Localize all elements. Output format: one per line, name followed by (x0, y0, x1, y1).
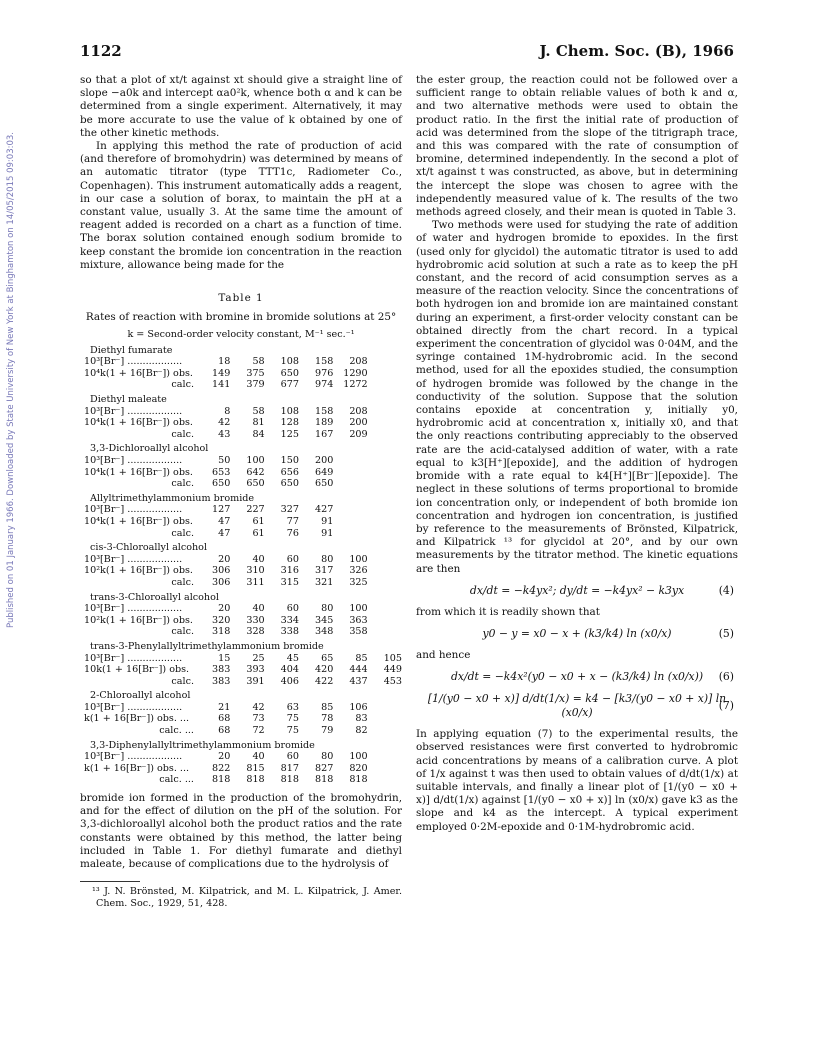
table-cell: 444 (349, 664, 368, 676)
table-title: Table 1 (218, 292, 264, 305)
compound-data-table (80, 603, 402, 638)
table-cell: 317 (315, 565, 334, 577)
journal-citation: J. Chem. Soc. (B), 1966 (539, 42, 734, 60)
table-cell (368, 615, 402, 627)
table-cell: 58 (252, 405, 265, 417)
table-cell: 18 (218, 356, 231, 368)
equation-text: y0 − y = x0 − x + (k3/k4) ln (x0/x) (482, 626, 672, 640)
table-cell: 379 (246, 379, 265, 391)
row-label: 10³[Br⁻] .................. (84, 603, 183, 615)
table-cell: 80 (321, 751, 334, 763)
left-column (80, 74, 402, 910)
table-compound-block (80, 493, 402, 539)
table-row (80, 751, 402, 763)
table-cell: 127 (212, 504, 231, 516)
table-cell (333, 467, 367, 479)
compound-name: Diethyl fumarate (90, 344, 173, 356)
table-cell: 642 (246, 466, 265, 478)
table-cell (368, 379, 402, 391)
table-cell: 449 (383, 664, 402, 676)
table-cell: 47 (218, 515, 231, 527)
row-label: 10²k(1 + 16[Br⁻]) obs. (84, 565, 193, 577)
table-cell: 650 (212, 478, 231, 490)
table-cell: 822 (212, 762, 231, 774)
table-cell: 21 (218, 701, 231, 713)
table-row (80, 455, 402, 467)
table-cell: 80 (321, 553, 334, 565)
table-cell: 1290 (343, 367, 368, 379)
table-cell: 311 (246, 576, 265, 588)
row-label: calc. ... (159, 774, 194, 786)
row-label: 10⁴k(1 + 16[Br⁻]) obs. (84, 417, 193, 429)
table-cell (368, 554, 402, 566)
equation-5 (416, 627, 738, 641)
table-cell (368, 713, 402, 725)
equation-text: dx/dt = −k4yx²; dy/dt = −k4yx² − k3yx (469, 583, 685, 597)
row-label: calc. (171, 478, 194, 490)
table-cell: 65 (321, 652, 334, 664)
compound-name: cis-3-Chloroallyl alcohol (90, 542, 208, 554)
compound-name: 2-Chloroallyl alcohol (90, 690, 191, 702)
footnote-divider (80, 881, 140, 882)
table-compound-block (80, 641, 402, 687)
compound-name: 3,3-Diphenylallyltrimethylammonium bromide (90, 739, 315, 751)
paragraph: bromide ion formed in the production of the bromohydrin, and for the effect of dilution on the pH of the solution. For 3,3-dichloroallyl alcohol both the product ratios and the rate constants were obtained by this method, the latter being included in Table 1. For diethyl fumarate and diethyl maleate, because of complications due to the hydrolysis of (80, 792, 402, 871)
table-compound-block (80, 592, 402, 638)
table-cell: 60 (286, 553, 299, 565)
paragraph: In applying this method the rate of production of acid (and therefore of bromohydrin) was determined by means of an automatic titrator (type TTT1c, Radiometer Co., Copenhagen). This instrument automatically adds a reagent, in our case a solution of borax, to maintain the pH at a constant value, usually 3. At the same time the amount of reagent added is recorded on a chart as a function of time. The borax solution contained enough sodium bromide to keep constant the bromide ion concentration in the reaction mixture, allowance being made for the (80, 140, 402, 271)
row-label: k(1 + 16[Br⁻]) obs. ... (84, 713, 190, 725)
table-cell: 437 (349, 675, 368, 687)
table-cell: 73 (252, 713, 265, 725)
table-cell: 318 (212, 626, 231, 638)
table-row (80, 774, 402, 786)
table-cell: 80 (321, 603, 334, 615)
compound-data-table (80, 702, 402, 737)
table-cell: 68 (218, 725, 231, 737)
table-cell: 818 (349, 774, 368, 786)
table-cell (368, 725, 402, 737)
table-row (80, 528, 402, 540)
table-compound-block (80, 394, 402, 440)
table-row (80, 763, 402, 775)
table-cell: 315 (280, 576, 299, 588)
table-row (80, 406, 402, 418)
table-cell: 827 (315, 762, 334, 774)
compound-name: Allyltrimethylammonium bromide (90, 492, 255, 504)
row-label: calc. (171, 626, 194, 638)
row-label: 10⁴k(1 + 16[Br⁻]) obs. (84, 466, 193, 478)
table-cell: 45 (286, 652, 299, 664)
table-cell: 818 (280, 774, 299, 786)
compound-name: trans-3-Phenylallyltrimethylammonium bromide (90, 640, 324, 652)
table-row (80, 713, 402, 725)
table-cell: 358 (349, 626, 368, 638)
table-row (80, 429, 402, 441)
equation-number: (5) (718, 626, 734, 640)
table-note: k = Second-order velocity constant, M⁻¹ sec.⁻¹ (127, 329, 355, 341)
row-label: 10³[Br⁻] .................. (84, 504, 183, 516)
equation-number: (4) (718, 583, 734, 597)
download-watermark (0, 100, 22, 660)
paragraph: In applying equation (7) to the experimental results, the observed resistances were first converted to hydrobromic acid concentrations by means of a calibration curve. A plot of 1/x against t was then used to obtain values of d/dt(1/x) at suitable intervals, and finally a linear plot of [1/(y0 − x0 + x)] d/dt(1/x) against [1/(y0 − x0 + x)] ln (x0/x) gave k3 as the slope and k4 as the intercept. A typical experiment employed 0·2M-epoxide and 0·1M-hydrobromic acid. (416, 728, 738, 833)
table-cell: 316 (280, 565, 299, 577)
table-cell (368, 356, 402, 368)
paragraph: from which it is readily shown that (416, 605, 600, 618)
table-cell (333, 516, 367, 528)
compound-name: trans-3-Chloroallyl alcohol (90, 591, 219, 603)
table-compound-block (80, 443, 402, 489)
table-cell: 208 (349, 405, 368, 417)
table-cell: 91 (321, 527, 334, 539)
table-cell: 61 (252, 515, 265, 527)
compound-name: Diethyl maleate (90, 394, 167, 406)
table-cell: 327 (280, 504, 299, 516)
table-compound-block (80, 345, 402, 391)
row-label: 10³[Br⁻] .................. (84, 751, 183, 763)
compound-data-table (80, 406, 402, 441)
table-cell: 100 (246, 455, 265, 466)
table-cell: 63 (286, 701, 299, 713)
table-cell: 77 (286, 515, 299, 527)
table-compound-block (80, 690, 402, 736)
table-cell: 84 (252, 428, 265, 440)
equation-number: (6) (718, 670, 734, 684)
table-row (80, 467, 402, 479)
table-cell (368, 406, 402, 418)
table-row (80, 664, 402, 676)
row-label: 10⁴k(1 + 16[Br⁻]) obs. (84, 515, 193, 527)
table-cell (368, 763, 402, 775)
table-cell: 85 (355, 652, 368, 664)
table-cell: 383 (212, 664, 231, 676)
row-label: k(1 + 16[Br⁻]) obs. ... (84, 762, 190, 774)
table-cell (368, 417, 402, 429)
table-cell: 209 (349, 428, 368, 440)
table-cell: 427 (315, 504, 334, 516)
table-cell: 167 (315, 428, 334, 440)
table-caption: Rates of reaction with bromine in bromide solutions at 25° (85, 311, 397, 324)
table-cell: 15 (218, 652, 231, 664)
table-cell: 650 (315, 478, 334, 490)
table-cell: 974 (315, 379, 334, 391)
table-cell (333, 504, 367, 516)
table-cell: 108 (280, 356, 299, 368)
table-row (80, 356, 402, 368)
table-cell: 158 (315, 405, 334, 417)
table-cell: 227 (246, 504, 265, 516)
table-cell (368, 626, 402, 638)
table-cell: 200 (349, 417, 368, 429)
table-cell: 406 (280, 675, 299, 687)
footnote: ¹³ J. N. Brönsted, M. Kilpatrick, and M. L. Kilpatrick, J. Amer. Chem. Soc., 1929, 51, 428. (92, 886, 402, 910)
table-cell: 158 (315, 356, 334, 368)
table-cell: 818 (315, 774, 334, 786)
paragraph: so that a plot of xt/t against xt should give a straight line of slope −a0k and intercept αa0²k, whence both α and k can be determined from a single experiment. Alternatively, it may be more accurate to use the value of k obtained by one of the other kinetic methods. (80, 74, 402, 139)
table-cell: 68 (218, 713, 231, 725)
table-cell: 649 (315, 466, 334, 478)
table-cell: 326 (349, 565, 368, 577)
table-cell: 677 (280, 379, 299, 391)
table-cell: 325 (349, 576, 368, 588)
table-cell: 420 (315, 664, 334, 676)
table-cell: 50 (218, 455, 231, 466)
table-row (80, 615, 402, 627)
table-cell: 820 (349, 762, 368, 774)
table-cell (368, 504, 402, 516)
right-column (416, 74, 738, 834)
table-cell: 650 (280, 367, 299, 379)
row-label: 10²k(1 + 16[Br⁻]) obs. (84, 614, 193, 626)
table-cell (368, 455, 402, 467)
table-row (80, 626, 402, 638)
table-cell (368, 478, 402, 490)
table-cell: 393 (246, 664, 265, 676)
table-row (80, 379, 402, 391)
table-row (80, 504, 402, 516)
row-label: calc. (171, 527, 194, 539)
row-label: calc. (171, 576, 194, 588)
table-cell: 58 (252, 356, 265, 368)
table-cell: 818 (246, 774, 265, 786)
table-cell (368, 528, 402, 540)
compound-data-table (80, 653, 402, 688)
table-cell: 200 (315, 455, 334, 466)
equation-text: dx/dt = −k4x²(y0 − x0 + x − (k3/k4) ln (x0/x)) (450, 670, 704, 684)
compound-data-table (80, 504, 402, 539)
table-cell: 91 (321, 515, 334, 527)
table-cell (368, 516, 402, 528)
table-cell: 43 (218, 428, 231, 440)
compound-data-table (80, 356, 402, 391)
row-label: calc. (171, 675, 194, 687)
table-cell: 149 (212, 367, 231, 379)
table-compound-block (80, 542, 402, 588)
table-cell: 100 (349, 751, 368, 763)
table-cell: 348 (315, 626, 334, 638)
table-cell: 75 (286, 713, 299, 725)
table-cell: 653 (212, 466, 231, 478)
table-cell (368, 467, 402, 479)
table-cell: 78 (321, 713, 334, 725)
table-cell: 40 (252, 553, 265, 565)
compound-data-table (80, 455, 402, 490)
table-cell (368, 774, 402, 786)
table-cell: 375 (246, 367, 265, 379)
table-cell: 79 (321, 725, 334, 737)
row-label: 10⁴k(1 + 16[Br⁻]) obs. (84, 367, 193, 379)
table-cell: 60 (286, 751, 299, 763)
table-cell: 61 (252, 527, 265, 539)
table-cell: 128 (280, 417, 299, 429)
paragraph: Two methods were used for studying the rate of addition of water and hydrogen bromide to epoxides. In the first (used only for glycidol) the automatic titrator is used to add hydrobromic acid solution at such a rate as to keep the pH constant, and the record of acid consumption serves as a measure of the reaction velocity. Since the concentrations of both hydrogen ion and bromide ion are maintained constant during an experiment, a first-order velocity constant can be obtained directly from the chart record. In a typical experiment the concentration of glycidol was 0·04M, and the syringe contained 1M-hydrobromic acid. In the second method, used for all the epoxides studied, the consumption of hydrogen bromide was followed by the change in the conductivity of the solution. Suppose that the solution contains epoxide at concentration y, initially y0, hydrobromic acid at concentration x, initially x0, and that the only reactions contributing appreciably to the observed rate are the acid-catalysed addition of water, with a rate equal to k3[H⁺][epoxide], and the addition of hydrogen bromide with a rate equal to k4[H⁺][Br⁻][epoxide]. The neglect in these solutions of terms proportional to bromide ion concentration only, or independent of both bromide ion concentration and hydrogen ion concentration, is justified by reference to the measurements of Brönsted, Kilpatrick, and Kilpatrick ¹³ for glycidol at 20°, and by our own measurements by the titrator method. The kinetic equations are then (416, 219, 738, 575)
table-cell: 650 (280, 478, 299, 490)
row-label: 10³[Br⁻] .................. (84, 652, 183, 664)
table-row (80, 603, 402, 615)
equation-4 (416, 584, 738, 598)
table-1 (80, 292, 402, 786)
table-cell: 391 (246, 675, 265, 687)
table-cell (333, 455, 367, 467)
table-cell: 334 (280, 614, 299, 626)
table-cell: 60 (286, 603, 299, 615)
table-cell: 330 (246, 614, 265, 626)
table-cell (368, 603, 402, 615)
table-cell: 72 (252, 725, 265, 737)
download-watermark-text: Published on 01 January 1966. Downloaded by State University of New York at Binghamton on 14/05/2015 09:03:03. (6, 132, 16, 628)
table-cell: 1272 (343, 379, 368, 391)
table-cell: 818 (212, 774, 231, 786)
table-cell: 817 (280, 762, 299, 774)
row-label: 10³[Br⁻] .................. (84, 553, 183, 565)
table-cell (368, 429, 402, 441)
table-cell: 650 (246, 478, 265, 490)
table-cell: 8 (224, 405, 231, 417)
table-row (80, 676, 402, 688)
table-cell: 310 (246, 565, 265, 577)
equation-7 (416, 692, 738, 720)
page-number: 1122 (80, 42, 122, 60)
row-label: 10³[Br⁻] .................. (84, 455, 183, 466)
row-label: calc. (171, 379, 194, 391)
table-row (80, 478, 402, 490)
table-cell (368, 577, 402, 589)
table-cell: 100 (349, 603, 368, 615)
table-cell: 83 (355, 713, 368, 725)
table-cell: 141 (212, 379, 231, 391)
table-cell: 82 (355, 725, 368, 737)
table-cell: 108 (280, 405, 299, 417)
row-label: 10³[Br⁻] .................. (84, 356, 183, 368)
table-cell: 85 (321, 701, 334, 713)
table-cell: 208 (349, 356, 368, 368)
table-cell (333, 528, 367, 540)
table-row (80, 653, 402, 665)
compound-name: 3,3-Dichloroallyl alcohol (90, 443, 209, 455)
table-row (80, 725, 402, 737)
table-compound-block (80, 740, 402, 786)
row-label: 10³[Br⁻] .................. (84, 405, 183, 417)
table-cell: 404 (280, 664, 299, 676)
table-cell (368, 702, 402, 714)
table-cell (368, 751, 402, 763)
table-cell: 40 (252, 751, 265, 763)
table-cell: 100 (349, 553, 368, 565)
table-cell: 76 (286, 527, 299, 539)
table-row (80, 554, 402, 566)
table-cell: 338 (280, 626, 299, 638)
table-row (80, 368, 402, 380)
table-row (80, 702, 402, 714)
row-label: calc. ... (159, 725, 194, 737)
table-cell: 105 (383, 652, 402, 664)
table-cell: 20 (218, 603, 231, 615)
table-cell: 42 (218, 417, 231, 429)
table-cell (333, 478, 367, 490)
table-cell: 20 (218, 751, 231, 763)
table-cell: 656 (280, 466, 299, 478)
table-cell: 150 (280, 455, 299, 466)
table-row (80, 565, 402, 577)
table-cell: 106 (349, 701, 368, 713)
equation-6 (416, 670, 738, 684)
table-cell: 328 (246, 626, 265, 638)
table-cell: 383 (212, 675, 231, 687)
table-row (80, 516, 402, 528)
compound-data-table (80, 554, 402, 589)
table-cell: 306 (212, 576, 231, 588)
table-cell: 25 (252, 652, 265, 664)
table-cell: 306 (212, 565, 231, 577)
table-cell: 345 (315, 614, 334, 626)
row-label: calc. (171, 428, 194, 440)
table-body (80, 345, 402, 786)
table-row (80, 577, 402, 589)
row-label: 10k(1 + 16[Br⁻]) obs. (84, 664, 190, 676)
table-cell: 320 (212, 614, 231, 626)
table-cell: 321 (315, 576, 334, 588)
table-cell: 976 (315, 367, 334, 379)
table-cell: 422 (315, 675, 334, 687)
table-cell: 42 (252, 701, 265, 713)
table-cell: 40 (252, 603, 265, 615)
paragraph: the ester group, the reaction could not be followed over a sufficient range to obtain reliable values of both k and α, and two alternative methods were used to obtain the product ratio. In the first the initial rate of production of acid was determined from the slope of the titrigraph trace, and this was compared with the rate of consumption of bromine, determined independently. In the second a plot of xt/t against t was constructed, as above, but in determining the intercept the slope was chosen to agree with the independently measured value of k. The results of the two methods agreed closely, and their mean is quoted in Table 3. (416, 74, 738, 219)
table-cell: 75 (286, 725, 299, 737)
compound-data-table (80, 751, 402, 786)
equation-text: [1/(y0 − x0 + x)] d/dt(1/x) = k4 − [k3/(y0 − x0 + x)] ln (x0/x) (427, 692, 727, 720)
table-cell: 125 (280, 428, 299, 440)
table-cell (368, 368, 402, 380)
table-cell: 363 (349, 614, 368, 626)
table-cell: 20 (218, 553, 231, 565)
table-cell: 47 (218, 527, 231, 539)
table-cell: 189 (315, 417, 334, 429)
table-cell: 81 (252, 417, 265, 429)
row-label: 10³[Br⁻] .................. (84, 701, 183, 713)
table-row (80, 417, 402, 429)
paragraph: and hence (416, 648, 471, 661)
table-cell: 453 (383, 675, 402, 687)
table-cell (368, 565, 402, 577)
table-cell: 815 (246, 762, 265, 774)
equation-number: (7) (718, 699, 734, 713)
